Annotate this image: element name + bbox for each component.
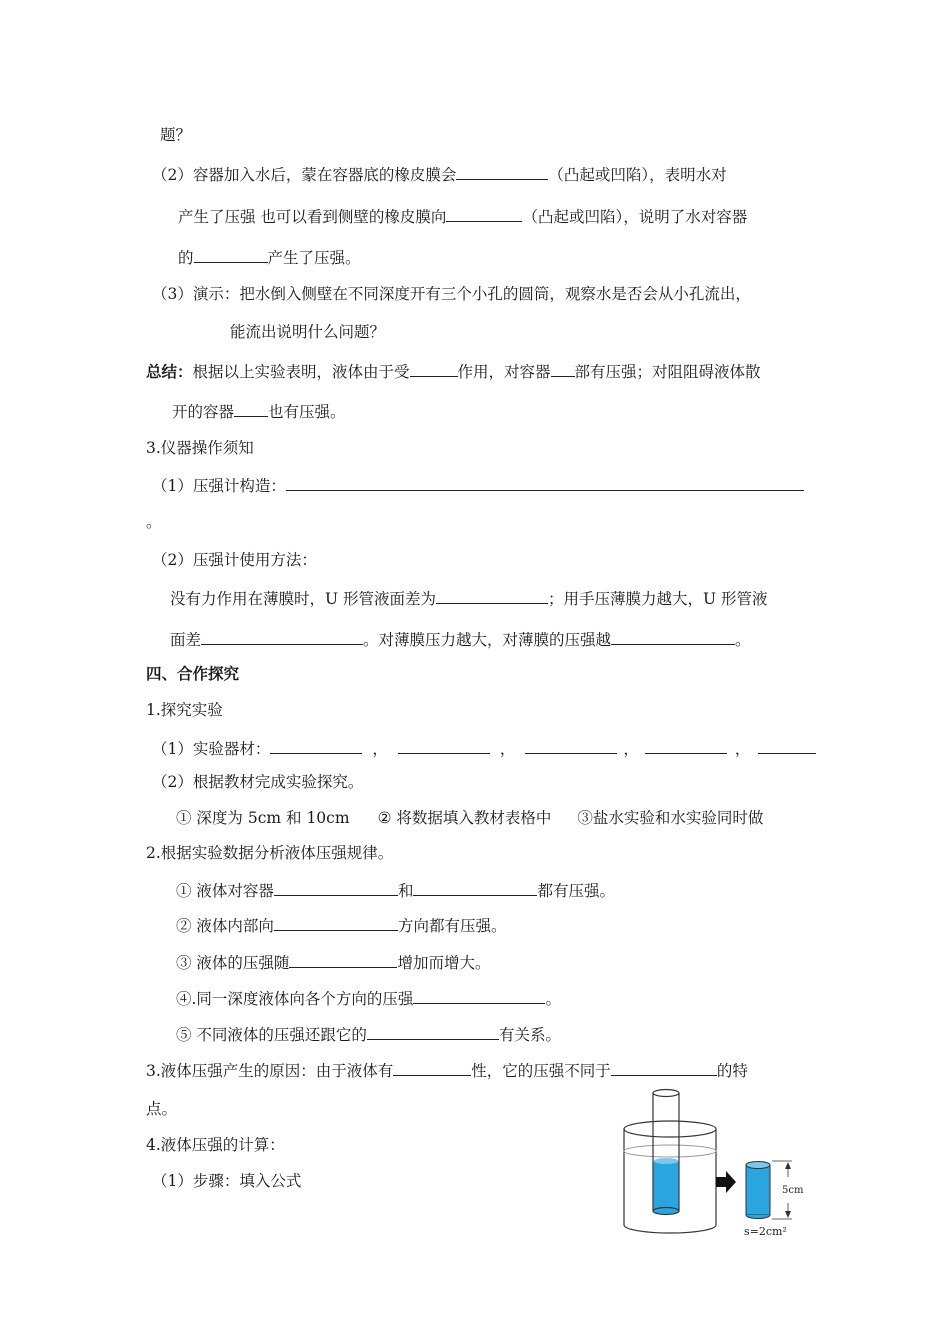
blank-level-difference[interactable] xyxy=(436,587,548,604)
gauge-usage-heading: （2）压强计使用方法： xyxy=(152,551,317,569)
section-3-heading: 3.仪器操作须知 xyxy=(146,439,254,457)
blank-container-wall[interactable] xyxy=(234,400,268,417)
blank-rule-3[interactable] xyxy=(289,951,397,968)
water-column xyxy=(654,1161,679,1211)
question-continuation: 题？ xyxy=(160,126,192,144)
item-3-question: 能流出说明什么问题？ xyxy=(230,323,386,341)
liquid-column-diagram xyxy=(612,1085,812,1245)
analysis-heading: 2.根据实验数据分析液体压强规律。 xyxy=(146,844,394,862)
blank-equipment-4[interactable] xyxy=(645,737,727,754)
blank-cause-difference[interactable] xyxy=(611,1059,717,1076)
blank-bulge-side[interactable] xyxy=(446,205,522,222)
blank-container-part[interactable] xyxy=(194,246,268,263)
blank-rule-5[interactable] xyxy=(367,1023,499,1040)
blank-bulge-bottom[interactable] xyxy=(456,163,548,180)
inquiry-instruction: （2）根据教材完成实验探究。 xyxy=(152,773,364,791)
height-label: 5cm xyxy=(782,1185,804,1196)
blank-rule-2[interactable] xyxy=(274,914,398,931)
cause-line-2: 点。 xyxy=(146,1100,178,1118)
item-3-demo: （3）演示：把水倒入侧壁在不同深度开有三个小孔的圆筒，观察水是否会从小孔流出， xyxy=(152,285,751,303)
area-label: s=2cm² xyxy=(744,1225,787,1238)
blank-cause-property[interactable] xyxy=(393,1059,471,1076)
height-dimension xyxy=(772,1161,804,1219)
blank-gauge-structure[interactable] xyxy=(286,474,804,491)
blank-force[interactable] xyxy=(410,360,458,377)
summary-label: 总结： xyxy=(146,363,193,381)
blank-difference-trend[interactable] xyxy=(201,628,363,645)
rule-4: ④.同一深度液体向各个方向的压强 。 xyxy=(176,987,561,1009)
cause-line-1: 3.液体压强产生的原因：由于液体有 性，它的压强不同于 的特 xyxy=(146,1059,748,1081)
blank-equipment-3[interactable] xyxy=(525,737,617,754)
blank-pressure-trend[interactable] xyxy=(611,628,735,645)
inquiry-notes: ① 深度为 5cm 和 10cm ② 将数据填入教材表格中 ③盐水实验和水实验同时做 xyxy=(176,809,764,827)
gauge-usage-line-1: 没有力作用在薄膜时，U 形管液面差为 ；用手压薄膜力越大，U 形管液 xyxy=(170,587,768,609)
isolated-column xyxy=(746,1162,770,1219)
test-tube xyxy=(653,1090,679,1215)
blank-equipment-2[interactable] xyxy=(398,737,490,754)
gauge-usage-line-2: 面差 。对薄膜压力越大，对薄膜的压强越 。 xyxy=(170,628,751,650)
section-4-heading: 四、合作探究 xyxy=(146,665,240,683)
equipment-line: （1）实验器材： ， ， ， ， xyxy=(152,737,816,759)
rule-2: ② 液体内部向 方向都有压强。 xyxy=(176,914,506,936)
rule-5: ⑤ 不同液体的压强还跟它的 有关系。 xyxy=(176,1023,561,1045)
rule-3: ③ 液体的压强随 增加而增大。 xyxy=(176,951,490,973)
gauge-structure: （1）压强计构造： xyxy=(152,474,804,496)
summary-line-1: 总结：根据以上实验表明，液体由于受 作用，对容器 部有压强；对阻阻碍液体散 xyxy=(146,360,761,382)
arrow-icon xyxy=(716,1171,736,1193)
blank-rule-1a[interactable] xyxy=(274,879,398,896)
calculation-steps: （1）步骤：填入公式 xyxy=(152,1172,302,1190)
blank-equipment-5[interactable] xyxy=(758,737,816,754)
summary-line-2: 开的容器 也有压强。 xyxy=(172,400,346,422)
rule-1: ① 液体对容器 和 都有压强。 xyxy=(176,879,615,901)
item-2-line-1: （2）容器加入水后，蒙在容器底的橡皮膜会 （凸起或凹陷），表明水对 xyxy=(152,163,727,185)
blank-container-location[interactable] xyxy=(551,360,575,377)
item-2-line-3: 的 产生了压强。 xyxy=(178,246,361,268)
calculation-heading: 4.液体压强的计算： xyxy=(146,1136,285,1154)
blank-rule-1b[interactable] xyxy=(413,879,537,896)
blank-equipment-1[interactable] xyxy=(270,737,362,754)
liquid-column-figure xyxy=(612,1085,812,1245)
inquiry-heading: 1.探究实验 xyxy=(146,701,223,719)
blank-rule-4[interactable] xyxy=(413,987,545,1004)
gauge-structure-end: 。 xyxy=(146,513,162,531)
item-2-line-2: 产生了压强 也可以看到侧壁的橡皮膜向 （凸起或凹陷），说明了水对容器 xyxy=(178,205,747,227)
